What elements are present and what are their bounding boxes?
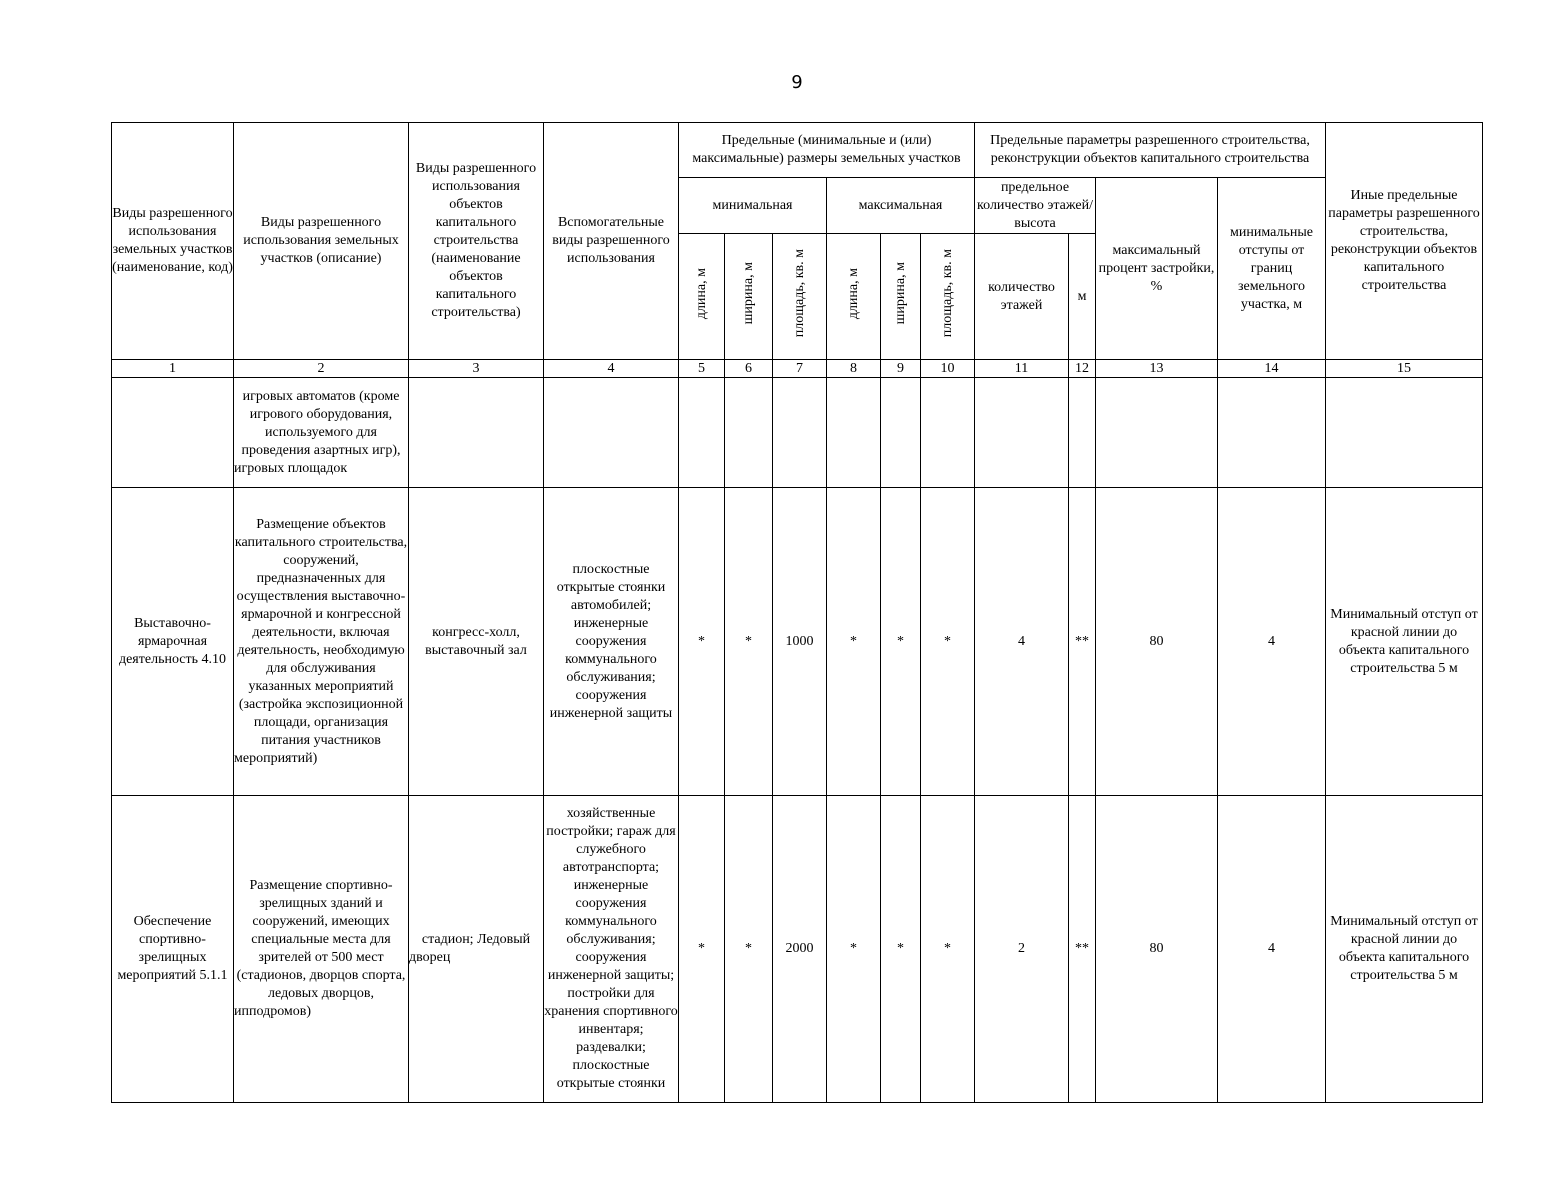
header-minimal: минимальная xyxy=(679,178,827,234)
header-construction: Предельные параметры разрешенного строительства, реконструкции объектов капитального строительства xyxy=(975,123,1326,178)
col-num: 2 xyxy=(234,360,409,378)
row-min-width: * xyxy=(725,488,773,796)
header-maximal: максимальная xyxy=(827,178,975,234)
row-percent: 80 xyxy=(1096,488,1218,796)
header-col3: Виды разрешенного использования объектов капитального строительства (наименование объектов капитального строительства) xyxy=(409,123,544,360)
row-objects: стадион; Ледовый дворец xyxy=(409,796,544,1103)
row-other: Минимальный отступ от красной линии до объекта капитального строительства 5 м xyxy=(1326,796,1483,1103)
header-max-area xyxy=(921,234,975,360)
header-min-length xyxy=(679,234,725,360)
land-use-table xyxy=(111,122,1483,1103)
header-max-length xyxy=(827,234,881,360)
col-num: 11 xyxy=(975,360,1069,378)
col-num: 14 xyxy=(1218,360,1326,378)
row-min-length: * xyxy=(679,488,725,796)
header-row-1 xyxy=(112,123,1483,178)
col-num: 7 xyxy=(773,360,827,378)
row-objects: конгресс-холл, выставочный зал xyxy=(409,488,544,796)
header-min-area-text: площадь, кв. м xyxy=(791,249,807,338)
header-max-width-text: ширина, м xyxy=(892,262,908,325)
row-name: Выставочно-ярмарочная деятельность 4.10 xyxy=(112,488,234,796)
col-num: 5 xyxy=(679,360,725,378)
table-row xyxy=(112,378,1483,488)
header-col1: Виды разрешенного использования земельных участков (наименование, код) xyxy=(112,123,234,360)
row-max-length: * xyxy=(827,796,881,1103)
col-num: 1 xyxy=(112,360,234,378)
header-max-area-text: площадь, кв. м xyxy=(939,249,955,338)
row-min-length: * xyxy=(679,796,725,1103)
header-max-length-text: длина, м xyxy=(845,267,861,320)
row-setback: 4 xyxy=(1218,796,1326,1103)
header-min-width xyxy=(725,234,773,360)
row-name: Обеспечение спортивно-зрелищных мероприятий 5.1.1 xyxy=(112,796,234,1103)
row-percent xyxy=(1096,378,1218,488)
row-description: Размещение объектов капитального строительства, сооружений, предназначенных для осуществления выставочно-ярмарочной и конгрессной деятельности, включая деятельность, необходимую для обслуживания указанных мероприятий (застройка экспозиционной площади, организация питания участников мероприятий) xyxy=(234,488,409,796)
header-meters: м xyxy=(1069,234,1096,360)
row-setback: 4 xyxy=(1218,488,1326,796)
col-num: 3 xyxy=(409,360,544,378)
row-max-length: * xyxy=(827,488,881,796)
row-other xyxy=(1326,378,1483,488)
row-max-length xyxy=(827,378,881,488)
row-floors xyxy=(975,378,1069,488)
table-row xyxy=(112,488,1483,796)
col-num: 13 xyxy=(1096,360,1218,378)
row-max-width: * xyxy=(881,796,921,1103)
row-floors: 2 xyxy=(975,796,1069,1103)
row-min-length xyxy=(679,378,725,488)
row-max-area: * xyxy=(921,796,975,1103)
header-min-length-text: длина, м xyxy=(693,267,709,320)
header-floors-count: количество этажей xyxy=(975,234,1069,360)
row-height: ** xyxy=(1069,488,1096,796)
row-min-area: 1000 xyxy=(773,488,827,796)
table-row xyxy=(112,796,1483,1103)
page-number: 9 xyxy=(791,72,803,93)
row-name xyxy=(112,378,234,488)
row-max-area xyxy=(921,378,975,488)
header-col2: Виды разрешенного использования земельных участков (описание) xyxy=(234,123,409,360)
header-max-percent: максимальный процент застройки, % xyxy=(1096,178,1218,360)
col-num: 8 xyxy=(827,360,881,378)
header-col4: Вспомогательные виды разрешенного использования xyxy=(544,123,679,360)
header-max-width xyxy=(881,234,921,360)
col-num: 12 xyxy=(1069,360,1096,378)
header-min-area xyxy=(773,234,827,360)
column-numbers-row xyxy=(112,360,1483,378)
col-num: 10 xyxy=(921,360,975,378)
row-height xyxy=(1069,378,1096,488)
row-max-width: * xyxy=(881,488,921,796)
row-other: Минимальный отступ от красной линии до объекта капитального строительства 5 м xyxy=(1326,488,1483,796)
row-auxiliary xyxy=(544,378,679,488)
row-auxiliary: плоскостные открытые стоянки автомобилей; инженерные сооружения коммунального обслуживания; сооружения инженерной защиты xyxy=(544,488,679,796)
row-min-width xyxy=(725,378,773,488)
row-setback xyxy=(1218,378,1326,488)
col-num: 4 xyxy=(544,360,679,378)
row-max-width xyxy=(881,378,921,488)
header-floors-height: предельное количество этажей/высота xyxy=(975,178,1096,234)
header-min-width-text: ширина, м xyxy=(740,262,756,325)
col-num: 15 xyxy=(1326,360,1483,378)
row-floors: 4 xyxy=(975,488,1069,796)
row-auxiliary: хозяйственные постройки; гараж для служебного автотранспорта; инженерные сооружения коммунального обслуживания; сооружения инженерной защиты; постройки для хранения спортивного инвентаря; раздевалки; плоскостные открытые стоянки xyxy=(544,796,679,1103)
row-description: игровых автоматов (кроме игрового оборудования, используемого для проведения азартных игр), игровых площадок xyxy=(234,378,409,488)
row-percent: 80 xyxy=(1096,796,1218,1103)
row-objects xyxy=(409,378,544,488)
header-plot-sizes: Предельные (минимальные и (или) максимальные) размеры земельных участков xyxy=(679,123,975,178)
row-min-area: 2000 xyxy=(773,796,827,1103)
col-num: 9 xyxy=(881,360,921,378)
row-description: Размещение спортивно-зрелищных зданий и сооружений, имеющих специальные места для зрителей от 500 мест (стадионов, дворцов спорта, ледовых дворцов, ипподромов) xyxy=(234,796,409,1103)
col-num: 6 xyxy=(725,360,773,378)
row-min-width: * xyxy=(725,796,773,1103)
header-col15: Иные предельные параметры разрешенного строительства, реконструкции объектов капитального строительства xyxy=(1326,123,1483,360)
row-height: ** xyxy=(1069,796,1096,1103)
row-max-area: * xyxy=(921,488,975,796)
row-min-area xyxy=(773,378,827,488)
header-min-setbacks: минимальные отступы от границ земельного участка, м xyxy=(1218,178,1326,360)
